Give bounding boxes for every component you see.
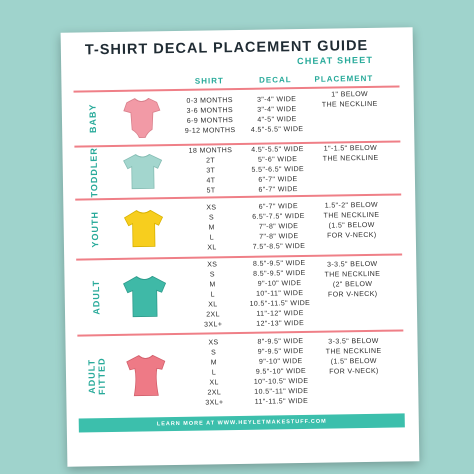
decal-value: 7"-8" WIDE — [259, 233, 299, 241]
baby-sizes — [180, 96, 241, 137]
decal-value: 6.5"-7.5" WIDE — [252, 212, 305, 221]
page-subtitle: CHEAT SHEET — [297, 54, 374, 67]
decal-value: 3"-4" WIDE — [257, 106, 297, 114]
category-label: TODDLER — [88, 147, 100, 198]
placement-line: (2" BELOW — [332, 280, 373, 289]
size-value: 3T — [206, 167, 216, 175]
decal-value: 7.5"-8.5" WIDE — [252, 242, 306, 251]
size-value: XL — [209, 379, 219, 387]
category-adult-fitted — [83, 336, 110, 416]
placement-line: 1.5"-2" BELOW — [324, 201, 379, 210]
placement-line: FOR V-NECK) — [329, 367, 379, 376]
decal-value: 8.5"-9.5" WIDE — [252, 259, 306, 268]
decal-value: 7"-8" WIDE — [258, 223, 299, 231]
baby-placement — [310, 90, 390, 111]
youth-sizes — [181, 203, 242, 254]
toddler-decals — [244, 145, 311, 196]
decal-value: 10"-11" WIDE — [256, 290, 304, 298]
toddler-sizes — [180, 146, 241, 197]
tshirt-icon — [115, 199, 172, 257]
placement-line: THE NECKLINE — [325, 347, 382, 356]
decal-value: 10.5"-11.5" WIDE — [249, 299, 311, 308]
placement-line: THE NECKLINE — [322, 154, 379, 163]
placement-line: 3-3.5" BELOW — [327, 260, 378, 269]
size-value: 3XL+ — [204, 321, 223, 329]
size-value: M — [210, 359, 217, 367]
onesie-icon — [114, 91, 171, 144]
adult-fitted-decals — [247, 337, 314, 408]
category-label: ADULT FITTED — [86, 357, 108, 396]
size-value: M — [208, 224, 215, 232]
youth-decals — [245, 202, 312, 253]
size-value: 3XL+ — [205, 399, 224, 407]
baby-decals — [244, 95, 311, 136]
decal-value: 6"-7" WIDE — [258, 176, 298, 184]
size-value: 3-6 MONTHS — [186, 107, 234, 115]
decal-value: 10.5"-11" WIDE — [254, 387, 309, 396]
placement-line: 1" BELOW — [331, 90, 369, 99]
size-value: 5T — [206, 187, 216, 195]
size-value: M — [209, 281, 216, 289]
adult-sizes — [182, 260, 243, 331]
column-header-shirt: SHIRT — [194, 76, 224, 86]
size-value: S — [209, 271, 216, 279]
decal-value: 3"-4" WIDE — [256, 96, 297, 104]
adult-decals — [246, 259, 313, 330]
decal-value: 9.5"-10" WIDE — [255, 367, 307, 376]
category-baby — [80, 92, 107, 144]
decal-value: 4.5"-5.5" WIDE — [251, 145, 304, 154]
placement-line: 3-3.5" BELOW — [328, 337, 379, 346]
category-label: YOUTH — [89, 210, 100, 248]
tshirt-icon — [116, 259, 173, 333]
placement-line: FOR V-NECK) — [327, 290, 378, 299]
decal-value: 6"-7" WIDE — [258, 186, 298, 194]
fitted-tshirt-icon — [117, 335, 174, 416]
size-value: 2XL — [207, 389, 222, 397]
column-header-decal: DECAL — [259, 75, 292, 85]
placement-line: (1.5" BELOW — [328, 221, 375, 230]
size-value: 2XL — [206, 311, 220, 319]
size-value: 6-9 MONTHS — [186, 117, 234, 125]
decal-value: 5"-6" WIDE — [257, 156, 298, 164]
decal-value: 8.5"-9.5" WIDE — [253, 269, 306, 278]
size-value: 2T — [206, 157, 216, 165]
size-value: L — [210, 291, 215, 299]
placement-line: 1"-1.5" BELOW — [323, 144, 378, 153]
category-youth — [81, 200, 108, 257]
decal-value: 9"-10" WIDE — [258, 358, 303, 366]
size-value: S — [208, 214, 215, 222]
adult-placement — [312, 260, 393, 301]
placement-line: THE NECKLINE — [321, 100, 378, 109]
size-value: L — [209, 234, 215, 242]
decal-value: 11"-12" WIDE — [256, 310, 304, 318]
adult-fitted-placement — [313, 337, 394, 378]
placement-line: THE NECKLINE — [324, 270, 381, 279]
footer-banner: LEARN MORE AT WWW.HEYLETMAKESTUFF.COM — [79, 413, 405, 432]
decal-value: 12"-13" WIDE — [256, 320, 305, 328]
size-value: XL — [208, 301, 218, 309]
placement-line: THE NECKLINE — [323, 211, 380, 220]
category-label: BABY — [87, 103, 99, 134]
decal-value: 9"-9.5" WIDE — [257, 348, 304, 356]
decal-value: 5.5"-6.5" WIDE — [251, 165, 305, 174]
adult-fitted-sizes — [183, 338, 244, 409]
size-value: 18 MONTHS — [188, 147, 233, 155]
decal-value: 4.5"-5.5" WIDE — [250, 125, 304, 134]
placement-line: FOR V-NECK) — [327, 231, 377, 240]
toddler-placement — [310, 144, 390, 165]
page-title: T-SHIRT DECAL PLACEMENT GUIDE — [84, 37, 369, 59]
decal-value: 4"-5" WIDE — [257, 116, 297, 124]
youth-placement — [311, 201, 392, 242]
size-value: 4T — [206, 177, 216, 185]
placement-line: (1.5" BELOW — [330, 357, 377, 366]
decal-value: 8"-9.5" WIDE — [257, 338, 304, 346]
category-label: ADULT — [90, 279, 102, 315]
column-header-placement: PLACEMENT — [314, 73, 374, 84]
category-adult — [82, 260, 109, 333]
decal-value: 9"-10" WIDE — [257, 280, 302, 288]
size-value: L — [211, 369, 217, 377]
size-value: S — [211, 349, 217, 357]
category-toddler — [80, 147, 107, 197]
decal-value: 6"-7" WIDE — [258, 203, 299, 211]
decal-value: 10"-10.5" WIDE — [253, 377, 309, 386]
size-value: XL — [207, 244, 217, 252]
tshirt-icon — [114, 146, 171, 197]
size-value: XS — [206, 204, 217, 212]
size-value: XS — [207, 261, 218, 269]
size-value: 9-12 MONTHS — [184, 127, 236, 135]
size-value: XS — [208, 339, 219, 347]
decal-value: 11"-11.5" WIDE — [254, 397, 309, 406]
size-value: 0-3 MONTHS — [186, 97, 233, 105]
cheat-sheet-page — [61, 27, 420, 466]
